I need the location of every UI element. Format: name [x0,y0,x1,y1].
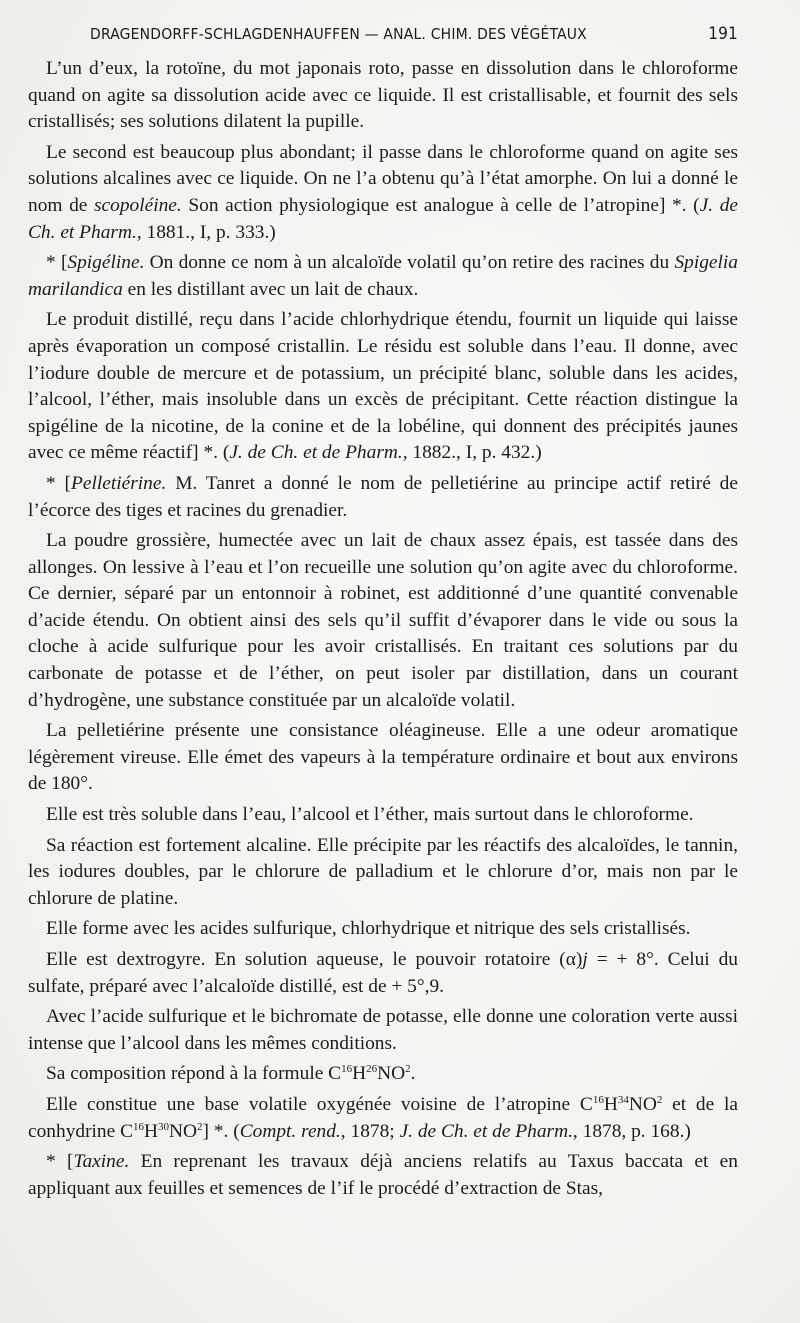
text-run: ] *. ( [202,1120,240,1142]
paragraph-p7 [28,718,738,798]
running-header [90,24,738,44]
italic-text: J. de Ch. et de Pharm. [399,1120,573,1142]
text-run: En reprenant les travaux déjà anciens relatifs au Taxus baccata et en appliquant aux feuilles et semences de l’if le procédé d’extraction de Stas, [28,1151,738,1199]
italic-text: Pelletiérine. [71,472,167,494]
paragraph-p3 [28,250,738,303]
text-run: , 1881., I, p. 333.) [136,221,276,243]
text-run: M. Tanret a donné le nom de pelletiérine au principe actif retiré de l’écorce des tiges et racines du grenadier. [28,472,738,521]
italic-text: J. de Ch. et Pharm. [28,194,738,243]
text-run: H [603,1093,618,1115]
text-run: Le produit distillé, reçu dans l’acide chlorhydrique étendu, fournit un liquide qui laisse après évaporation un composé cristallin. Le résidu est soluble dans l’eau. Il donne, avec l’iodure double de mercure et de potassium, un précipité blanc, soluble dans les acides, l’alcool, l’éther, mais insoluble dans un excès de précipitant. Cette réaction distingue la spigéline de la nicotine, de la conine et de la lobéline, qui donnent des précipités jaunes avec ce même réactif] *. ( [28,309,738,464]
superscript: 16 [592,1093,604,1106]
text-run: Son action physiologique est analogue à celle de l’atropine] *. ( [181,194,700,216]
paragraph-p8 [28,802,738,829]
italic-text: Taxine. [73,1151,130,1173]
text-run: La poudre grossière, humectée avec un lait de chaux assez épais, est tassée dans des allonges. On lessive à l’eau et l’on recueille une solution qu’on agite avec du chloroforme. Ce dernier, séparé par un entonnoir à robinet, est additionné d’une quantité convenable d’acide étendu. On obtient ainsi des sels qu’il suffit d’évaporer dans le vide ou sous la cloche à acide sulfurique pour les avoir cristallisés. En traitant ces solutions par du carbonate de potasse et de l’éther, on peut isoler par distillation, dans un courant d’hydrogène, une substance constituée par un alcaloïde volatil. [28,530,738,711]
text-run: , 1878, p. 168.) [572,1120,691,1142]
text-run: Elle forme avec les acides sulfurique, chlorhydrique et nitrique des sels cristallisés. [46,918,691,940]
paragraph-p6 [28,528,738,714]
text-run: et de la conhydrine C [28,1093,738,1142]
text-run: La pelletiérine présente une consistance oléagineuse. Elle a une odeur aromatique légèrement vireuse. Elle émet des vapeurs à la température ordinaire et bout aux environs de 180°. [28,720,738,795]
italic-text: Spigelia marilandica [28,252,738,300]
paragraph-p1 [28,56,738,136]
superscript: 2 [405,1063,411,1076]
paragraph-p14 [28,1092,738,1145]
text-run: . [410,1063,416,1085]
superscript: 2 [197,1120,203,1133]
text-run: * [ [46,472,72,494]
text-run: H [144,1120,159,1142]
paragraph-p15 [28,1149,738,1202]
body-text [28,56,738,1202]
text-run: NO [628,1093,657,1115]
italic-text: scopoléine. [93,194,182,216]
superscript: 16 [133,1120,145,1133]
text-run: = + 8°. Celui du sulfate, préparé avec l’alcaloïde distillé, est de + 5°,9. [28,949,738,997]
paragraph-p10 [28,916,738,943]
text-run: en les distillant avec un lait de chaux. [122,278,419,300]
paragraph-p12 [28,1004,738,1057]
paragraph-p13 [28,1061,738,1088]
paragraph-p9 [28,833,738,913]
superscript: 2 [656,1093,663,1106]
superscript: 30 [158,1120,170,1133]
text-run: NO [169,1120,198,1142]
text-run: * [ [46,1151,74,1173]
paragraph-p5 [28,471,738,524]
text-run: Elle est dextrogyre. En solution aqueuse, le pouvoir rotatoire (α) [46,949,583,970]
text-run: Elle est très soluble dans l’eau, l’alcool et l’éther, mais surtout dans le chloroforme. [46,804,694,826]
text-run: H [352,1063,367,1085]
text-run: Sa composition répond à la formule C [46,1063,342,1085]
text-run: * [ [46,252,68,274]
text-run: On donne ce nom à un alcaloïde volatil qu’on retire des racines du [144,252,675,274]
superscript: 34 [617,1093,629,1106]
text-run: L’un d’eux, la rotoïne, du mot japonais roto, passe en dissolution dans le chloroforme quand on agite sa dissolution acide avec ce liquide. Il est cristallisable, et fournit des sels cristallisés; ses solutions dilatent la pupille. [28,58,738,133]
running-title: DRAGENDORFF-SCHLAGDENHAUFFEN — ANAL. CHIM. DES VÉGÉTAUX [90,25,587,43]
italic-text: Spigéline. [67,252,145,274]
italic-text: Compt. rend. [239,1120,341,1142]
text-run: Sa réaction est fortement alcaline. Elle précipite par les réactifs des alcaloïdes, le tannin, les iodures doubles, par le chlorure de palladium et le chlorure d’or, mais non par le chlorure de platine. [28,834,738,909]
text-run: , 1882., I, p. 432.) [402,442,542,464]
text-run: , 1878; [340,1120,400,1142]
paragraph-p11 [28,947,738,1000]
superscript: 16 [341,1063,353,1076]
text-run: Elle constitue une base volatile oxygénée voisine de l’atropine C [46,1093,593,1115]
text-run: NO [377,1063,406,1085]
paragraph-p4 [28,307,738,467]
text-run: Avec l’acide sulfurique et le bichromate de potasse, elle donne une coloration verte aussi intense que l’alcool dans les mêmes conditions. [28,1006,738,1054]
paragraph-p2 [28,140,738,246]
page-number: 191 [708,24,738,44]
superscript: 26 [366,1063,378,1076]
italic-text: J. de Ch. et de Pharm. [229,442,403,464]
text-run: Le second est beaucoup plus abondant; il passe dans le chloroforme quand on agite ses solutions alcalines avec ce liquide. On ne l’a obtenu qu’à l’état amorphe. On lui a donné le nom de [28,141,738,216]
italic-text: j [582,949,588,970]
